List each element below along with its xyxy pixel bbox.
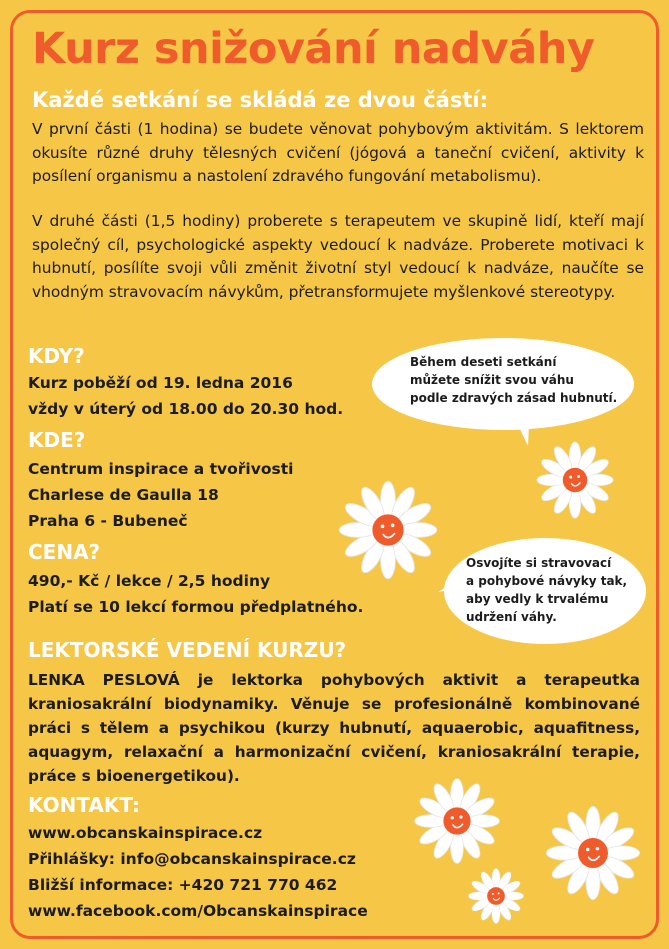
page-title: Kurz snižování nadváhy [32, 24, 595, 74]
speech-bubble-top [372, 338, 634, 430]
subtitle: Každé setkání se skládá ze dvou částí: [32, 88, 488, 112]
lecturer-bio: LENKA PESLOVÁ je lektorka pohybových aktivit a terapeutka kraniosakrální biodynamiky. Věnuje se profesionálně kombinované práci s tělem a psychikou (kurzy hubnutí, aquaerobic, aquafitness, aquagym, relaxační a harmonizační cvičení, kraniosakrální terapie, práce s bioenergetikou). [28, 671, 640, 785]
price-line: 490,- Kč / lekce / 2,5 hodiny [28, 572, 271, 590]
bubble-line: Osvojíte si stravovací [466, 556, 612, 570]
price-heading: CENA? [28, 540, 101, 564]
bubble-line: udržení váhy. [466, 610, 557, 624]
smiling-flower-icon [338, 480, 438, 580]
contact-heading: KONTAKT: [28, 793, 140, 817]
when-info [28, 370, 343, 422]
smiling-flower-icon [535, 440, 615, 520]
bubble-line: podle zdravých zásad hubnutí. [410, 391, 618, 405]
where-info [28, 456, 293, 534]
smiling-flower-icon [545, 805, 641, 901]
where-line: Centrum inspirace a tvořivosti [28, 460, 294, 478]
where-line: Praha 6 - Bubeneč [28, 512, 188, 530]
where-heading: KDE? [28, 428, 86, 452]
speech-bubble-middle [444, 538, 646, 644]
price-info [28, 568, 363, 620]
bubble-line: aby vedly k trvalému [466, 592, 609, 606]
price-line: Platí se 10 lekcí formou předplatného. [28, 598, 364, 616]
paragraph-part-two: V druhé části (1,5 hodiny) proberete s terapeutem ve skupině lidí, kteří mají společný cíl, psychologické aspekty vedoucí k nadváze. Proberete motivaci k hubnutí, posílíte svoji vůli změnit životní styl vedoucí k nadváze, naučíte se vhodným stravovacím návykům, přetransformujete myšlenkové stereotypy. [32, 212, 644, 301]
bubble-line: Během deseti setkání [410, 355, 557, 369]
lecturer-heading: LEKTORSKÉ VEDENÍ KURZU? [28, 638, 347, 662]
when-line: Kurz poběží od 19. ledna 2016 [28, 374, 293, 392]
bubble-line: můžete snížit svou váhu [410, 373, 574, 387]
where-line: Charlese de Gaulla 18 [28, 486, 219, 504]
paragraph-part-one: V první části (1 hodina) se budete věnovat pohybovým aktivitám. S lektorem okusíte různé druhy tělesných cvičení (jógová a taneční cvičení, aktivity k posílení organismu a nastolení zdravého fungování metabolismu). [32, 120, 644, 185]
website-link[interactable]: www.obcanskainspirace.cz [28, 824, 263, 842]
smiling-flower-icon [466, 866, 526, 926]
smiling-flower-icon [412, 776, 502, 866]
contact-info [28, 820, 368, 924]
when-line: vždy v úterý od 18.00 do 20.30 hod. [28, 400, 344, 418]
phone-info[interactable]: Bližší informace: +420 721 770 462 [28, 876, 338, 894]
registration-email[interactable]: Přihlášky: info@obcanskainspirace.cz [28, 850, 356, 868]
bubble-line: a pohybové návyky tak, [466, 574, 628, 588]
when-heading: KDY? [28, 344, 85, 368]
facebook-link[interactable]: www.facebook.com/Obcanskainspirace [28, 902, 368, 920]
